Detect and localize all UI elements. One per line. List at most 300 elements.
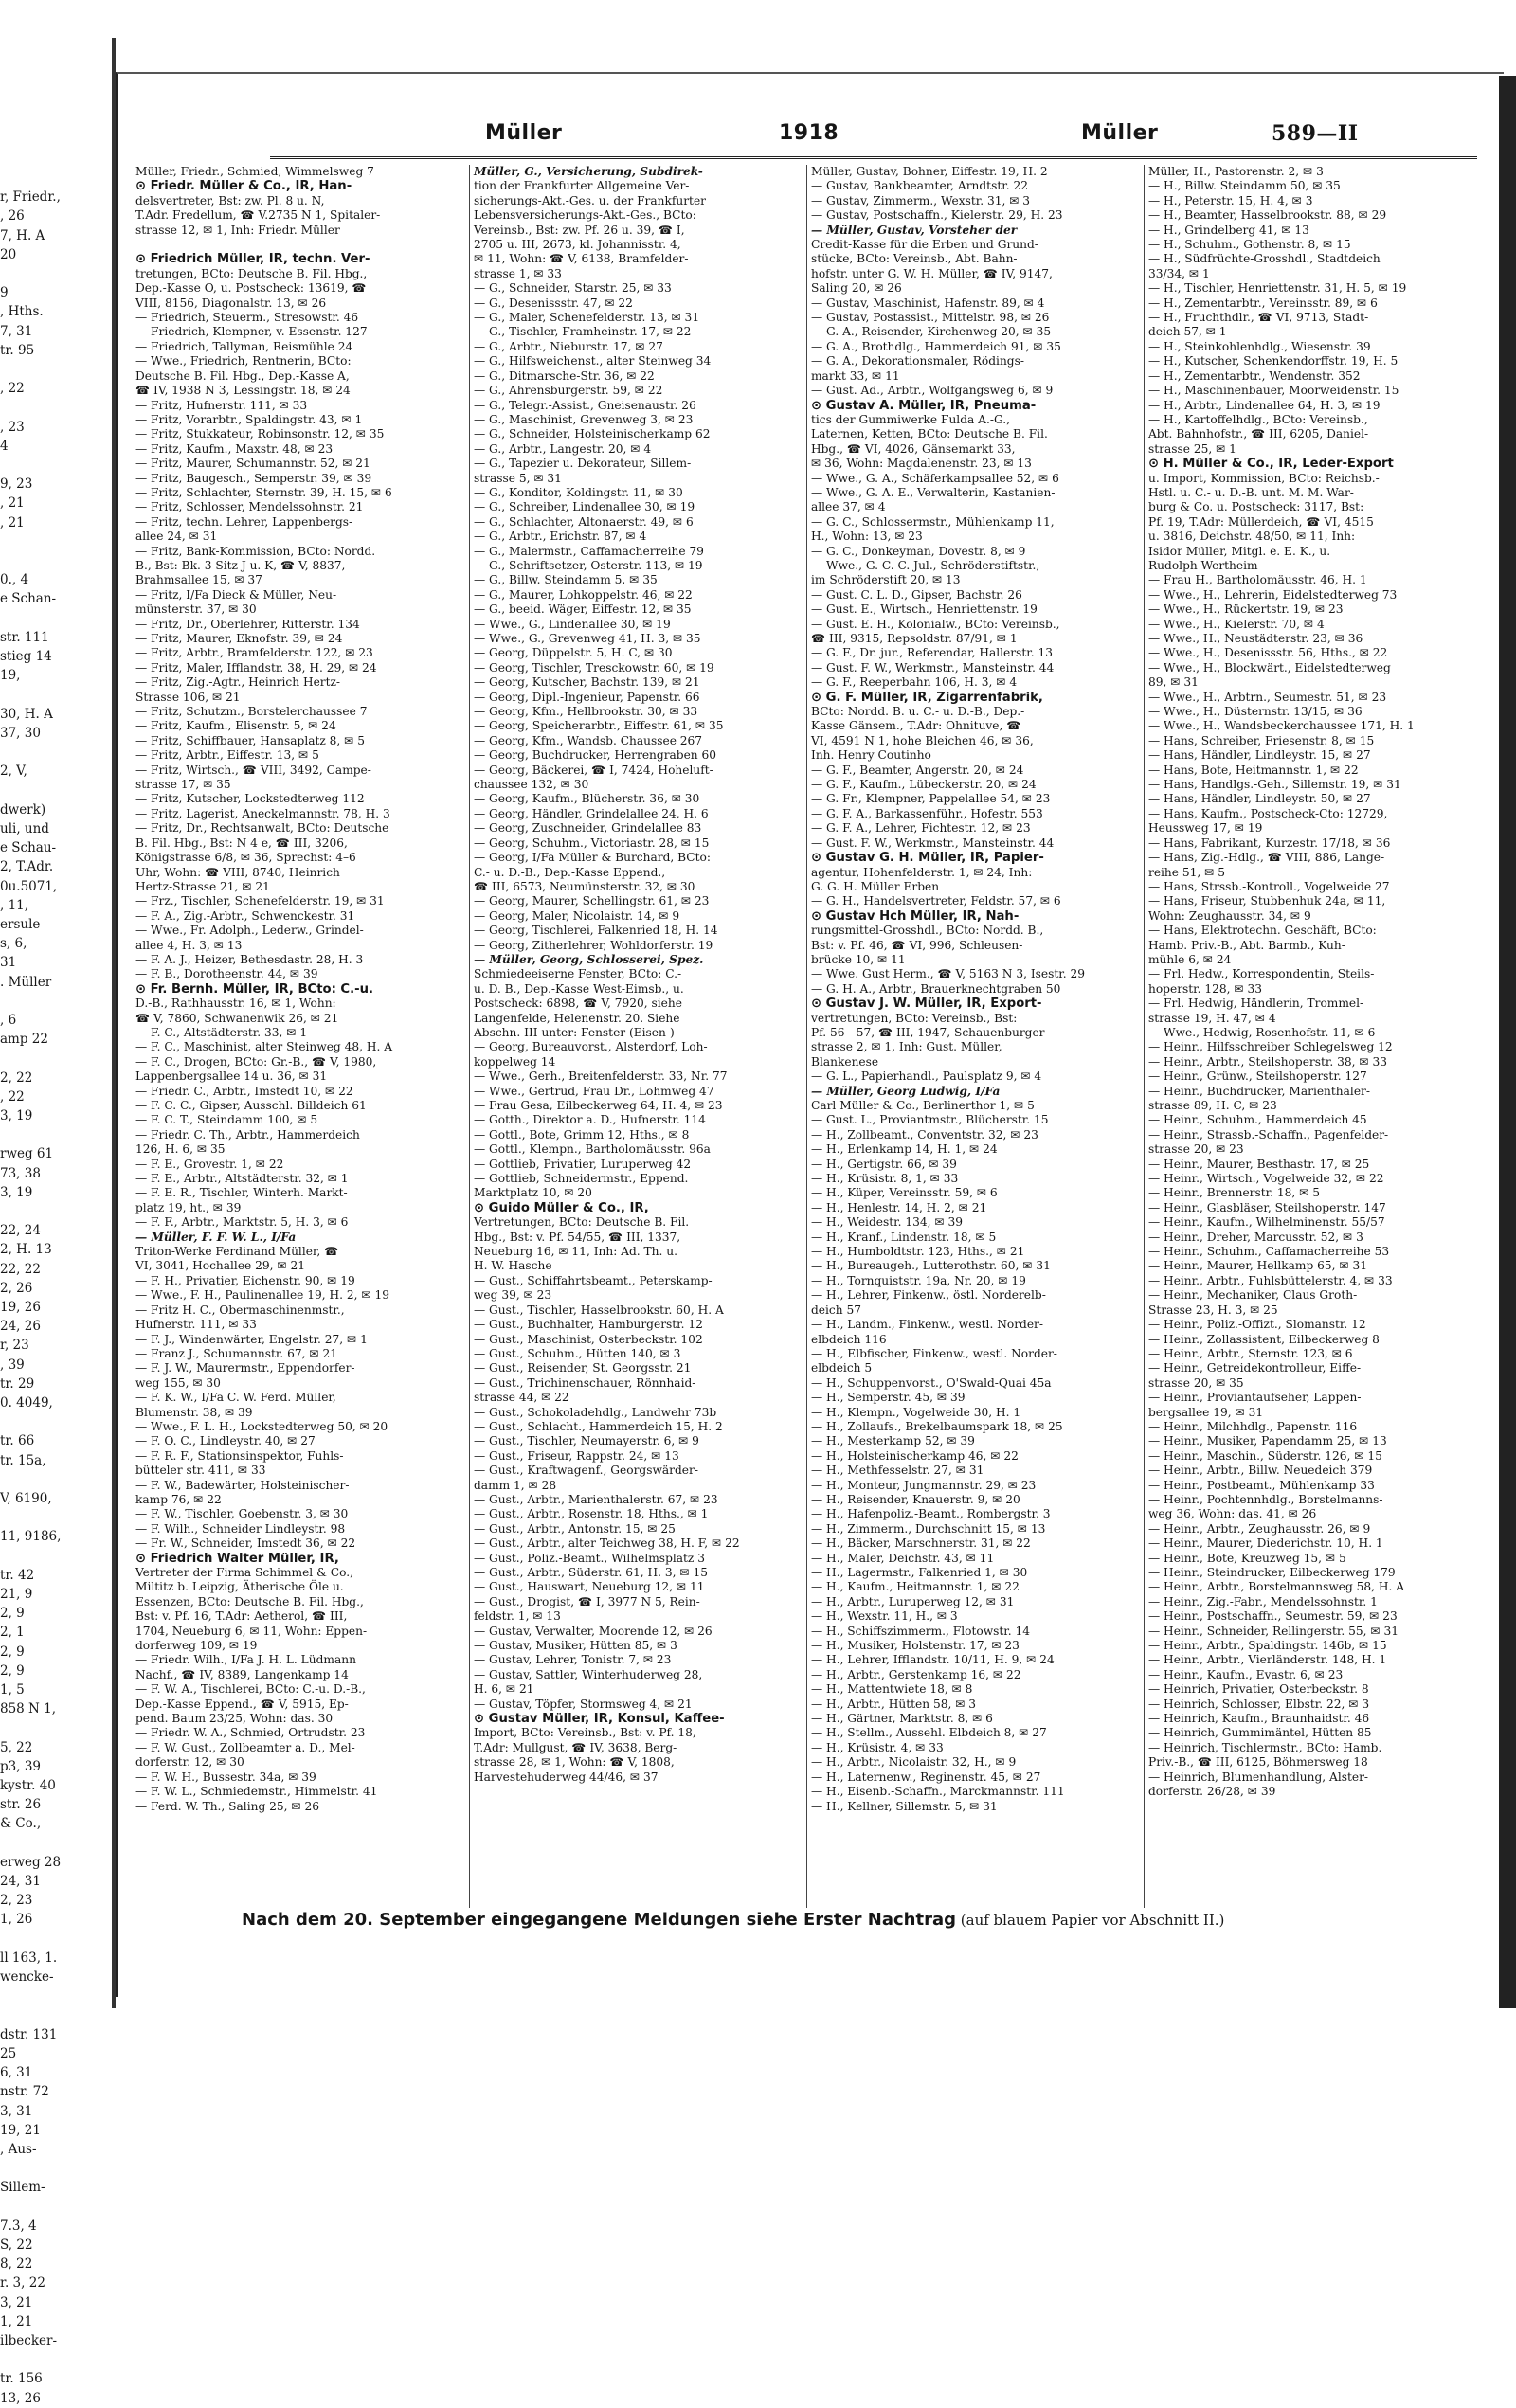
directory-entry: — Gust. F. W., Werkmstr., Mansteinstr. 44 bbox=[811, 836, 1055, 850]
directory-entry: Hbg., ☎ VI, 4026, Gänsemarkt 33, bbox=[811, 441, 1016, 456]
directory-entry: — G. F. A., Lehrer, Fichtestr. 12, ✉ 23 bbox=[811, 821, 1031, 836]
directory-entry: — H., Mattentwiete 18, ✉ 8 bbox=[811, 1682, 973, 1697]
directory-entry: — Fritz, Dr., Rechtsanwalt, BCto: Deutsche bbox=[135, 821, 389, 836]
directory-entry: — H., Peterstr. 15, H. 4, ✉ 3 bbox=[1148, 193, 1313, 207]
edge-line: 5, 22 bbox=[0, 1739, 33, 1755]
directory-entry: — Wwe., G. A. E., Verwalterin, Kastanien- bbox=[811, 485, 1056, 499]
directory-entry: — Gottl., Bote, Grimm 12, Hths., ✉ 8 bbox=[474, 1127, 690, 1141]
directory-entry: — H., Lehrer, Ifflandstr. 10/11, H. 9, ✉ 24 bbox=[811, 1653, 1055, 1667]
directory-entry: — Heinr., Maurer, Hellkamp 65, ✉ 31 bbox=[1148, 1259, 1367, 1273]
directory-entry: H. 6, ✉ 21 bbox=[474, 1682, 534, 1697]
directory-entry: — Hans, Fabrikant, Kurzestr. 17/18, ✉ 36 bbox=[1148, 836, 1391, 850]
directory-entry: 1704, Neueburg 6, ✉ 11, Wohn: Eppen- bbox=[135, 1624, 368, 1638]
directory-entry: — H., Maschinenbauer, Moorweidenstr. 15 bbox=[1148, 384, 1399, 398]
edge-line bbox=[0, 1125, 116, 1144]
directory-entry: — Frl. Hedwig, Händlerin, Trommel- bbox=[1148, 997, 1364, 1011]
directory-entry: — H., Schuppenvorst., O'Swald-Quai 45a bbox=[811, 1375, 1052, 1390]
directory-entry: — Fritz, Schiffbauer, Hansaplatz 8, ✉ 5 bbox=[135, 733, 366, 747]
directory-entry: — G., Telegr.-Assist., Gneisenaustr. 26 bbox=[474, 398, 696, 412]
footer-note-bold: Nach dem 20. September eingegangene Meldungen siehe Erster Nachtrag bbox=[242, 1910, 957, 1930]
directory-entry: — H., Schiffszimmerm., Flotowstr. 14 bbox=[811, 1624, 1031, 1638]
directory-entry: — Fritz, Zig.-Agtr., Heinrich Hertz- bbox=[135, 675, 341, 690]
directory-entry: — Wwe., F. H., Paulinenallee 19, H. 2, ✉ 19 bbox=[135, 1288, 389, 1303]
directory-entry: H. W. Hasche bbox=[474, 1259, 552, 1273]
directory-entry: — H., Methfesselstr. 27, ✉ 31 bbox=[811, 1464, 984, 1478]
directory-entry: Hertz-Strasse 21, ✉ 21 bbox=[135, 879, 270, 893]
edge-line bbox=[0, 456, 116, 475]
directory-entry: — H., Musiker, Holstenstr. 17, ✉ 23 bbox=[811, 1639, 1020, 1653]
edge-line: , Hths. bbox=[0, 304, 44, 320]
directory-entry: — Georg, Tischler, Tresckowstr. 60, ✉ 19 bbox=[474, 660, 714, 674]
edge-line: 3, 21 bbox=[0, 2294, 33, 2310]
directory-entry: — Friedr. W. A., Schmied, Ortrudstr. 23 bbox=[135, 1726, 366, 1740]
directory-entry: — G. L., Papierhandl., Paulsplatz 9, ✉ 4 bbox=[811, 1069, 1042, 1084]
edge-line: V, 6190, bbox=[0, 1491, 52, 1507]
directory-entry: — Heinr., Steindrucker, Eilbeckerweg 179 bbox=[1148, 1566, 1396, 1579]
directory-entry: H., Wohn: 13, ✉ 23 bbox=[811, 530, 923, 544]
edge-line: 73, 38 bbox=[0, 1165, 41, 1181]
directory-entry: — H., Weidestr. 134, ✉ 39 bbox=[811, 1215, 963, 1230]
directory-entry: Hamb. Priv.-B., Abt. Barmb., Kuh- bbox=[1148, 938, 1345, 952]
directory-entry: strasse 28, ✉ 1, Wohn: ☎ V, 1808, bbox=[474, 1755, 675, 1770]
directory-entry: — Gustav, Zimmerm., Wexstr. 31, ✉ 3 bbox=[811, 193, 1031, 207]
column-4 bbox=[1144, 165, 1474, 1908]
directory-entry: — F. C., Maschinist, alter Steinweg 48, H. A bbox=[135, 1040, 393, 1054]
directory-entry: Schmiedeeiserne Fenster, BCto: C.- bbox=[474, 967, 682, 981]
directory-entry: ⊙ Gustav J. W. Müller, IR, Export- bbox=[811, 997, 1042, 1012]
directory-entry: — F. E., Grovestr. 1, ✉ 22 bbox=[135, 1157, 284, 1171]
directory-entry: — H., Krüsistr. 4, ✉ 33 bbox=[811, 1740, 944, 1754]
directory-entry: — Gustav, Maschinist, Hafenstr. 89, ✉ 4 bbox=[811, 296, 1045, 310]
directory-entry: koppelweg 14 bbox=[474, 1054, 556, 1069]
directory-entry: — G., Desenissstr. 47, ✉ 22 bbox=[474, 296, 633, 310]
directory-entry: — G., Maler, Schenefelderstr. 13, ✉ 31 bbox=[474, 311, 700, 325]
edge-line: 22, 22 bbox=[0, 1261, 41, 1277]
directory-entry: burg & Co. u. Postscheck: 3117, Bst: bbox=[1148, 500, 1364, 514]
directory-entry: Kasse Gänsem., T.Adr: Ohnituve, ☎ bbox=[811, 719, 1021, 733]
directory-entry: — Heinr., Dreher, Marcusstr. 52, ✉ 3 bbox=[1148, 1230, 1363, 1244]
directory-entry: — Gust., Tischler, Hasselbrookstr. 60, H. A bbox=[474, 1303, 724, 1317]
directory-entry: — H., Arbtr., Gerstenkamp 16, ✉ 22 bbox=[811, 1667, 1021, 1681]
directory-entry: Miltitz b. Leipzig, Ätherische Öle u. bbox=[135, 1580, 344, 1594]
edge-line bbox=[0, 1930, 116, 1949]
directory-entry: — Fritz, I/Fa Dieck & Müller, Neu- bbox=[135, 587, 337, 602]
directory-entry: ⊙ Gustav A. Müller, IR, Pneuma- bbox=[811, 398, 1037, 413]
directory-entry: Blumenstr. 38, ✉ 39 bbox=[135, 1405, 253, 1419]
directory-entry: — H., Eisenb.-Schaffn., Marckmannstr. 111 bbox=[811, 1785, 1065, 1799]
directory-entry: ✉ 36, Wohn: Magdalenenstr. 23, ✉ 13 bbox=[811, 457, 1032, 471]
edge-line: 24, 26 bbox=[0, 1319, 41, 1335]
directory-entry: — Heinr., Arbtr., Fuhlsbüttelerstr. 4, ✉ 33 bbox=[1148, 1273, 1393, 1287]
directory-entry: u. 3816, Deichstr. 48/50, ✉ 11, Inh: bbox=[1148, 530, 1356, 544]
directory-entry: Hufnerstr. 111, ✉ 33 bbox=[135, 1318, 257, 1332]
directory-entry: — G., Schriftsetzer, Osterstr. 113, ✉ 19 bbox=[474, 558, 703, 572]
directory-entry: — Heinrich, Kaufm., Braunhaidstr. 46 bbox=[1148, 1712, 1370, 1726]
footer-note-paren: (auf blauem Papier vor Abschnitt II.) bbox=[956, 1912, 1225, 1929]
directory-entry: — Gust. Ad., Arbtr., Wolfgangsweg 6, ✉ 9 bbox=[811, 384, 1054, 398]
page-header bbox=[118, 121, 1504, 159]
directory-entry: mühle 6, ✉ 24 bbox=[1148, 952, 1232, 966]
directory-entry: reihe 51, ✉ 5 bbox=[1148, 865, 1225, 879]
directory-entry: — F. C. C., Gipser, Ausschl. Billdeich 61 bbox=[135, 1099, 367, 1112]
edge-line: ll 163, 1. bbox=[0, 1950, 58, 1966]
directory-entry: — G., Tapezier u. Dekorateur, Sillem- bbox=[474, 457, 692, 471]
directory-entry: Hstl. u. C.- u. D.-B. unt. M. M. War- bbox=[1148, 485, 1354, 499]
directory-entry: Credit-Kasse für die Erben und Grund- bbox=[811, 238, 1038, 252]
directory-entry: — Gustav, Sattler, Winterhuderweg 28, bbox=[474, 1667, 703, 1681]
edge-line: 25 bbox=[0, 2045, 17, 2061]
directory-entry: bergsallee 19, ✉ 31 bbox=[1148, 1405, 1264, 1419]
directory-entry: — Gust. L., Proviantmstr., Blücherstr. 15 bbox=[811, 1113, 1049, 1127]
directory-entry: — H., Lagermstr., Falkenried 1, ✉ 30 bbox=[811, 1566, 1028, 1579]
directory-entry: ☎ V, 7860, Schwanenwik 26, ✉ 21 bbox=[135, 1011, 339, 1025]
directory-entry: — F. A., Zig.-Arbtr., Schwenckestr. 31 bbox=[135, 908, 355, 923]
directory-entry: — F. H., Privatier, Eichenstr. 90, ✉ 19 bbox=[135, 1273, 355, 1287]
edge-line bbox=[0, 532, 116, 551]
edge-line: 4 bbox=[0, 438, 9, 454]
directory-entry: — Wwe., G., Lindenallee 30, ✉ 19 bbox=[474, 617, 671, 631]
directory-entry: — F. F., Arbtr., Marktstr. 5, H. 3, ✉ 6 bbox=[135, 1215, 349, 1230]
edge-line: Sillem- bbox=[0, 2180, 45, 2196]
directory-entry: — H., Arbtr., Nicolaistr. 32, H., ✉ 9 bbox=[811, 1755, 1017, 1770]
directory-entry: — H., Arbtr., Lindenallee 64, H. 3, ✉ 19 bbox=[1148, 398, 1381, 412]
directory-entry: BCto: Nordd. B. u. C.- u. D.-B., Dep.- bbox=[811, 705, 1025, 719]
edge-line bbox=[0, 782, 116, 800]
edge-line: 1, 5 bbox=[0, 1682, 25, 1698]
directory-entry: chaussee 132, ✉ 30 bbox=[474, 778, 589, 792]
edge-line: . Müller bbox=[0, 974, 52, 990]
directory-entry: — Heinr., Bote, Kreuzweg 15, ✉ 5 bbox=[1148, 1551, 1346, 1565]
directory-entry: — Friedrich, Klempner, v. Essenstr. 127 bbox=[135, 325, 368, 339]
edge-line: 20 bbox=[0, 246, 17, 262]
edge-line: , 21 bbox=[0, 514, 25, 530]
directory-entry: — G., Ahrensburgerstr. 59, ✉ 22 bbox=[474, 384, 663, 398]
directory-entry: Hbg., Bst: v. Pf. 54/55, ☎ III, 1337, bbox=[474, 1230, 681, 1244]
directory-entry: — H., Fruchthdlr., ☎ VI, 9713, Stadt- bbox=[1148, 311, 1369, 325]
directory-entry: — Fritz, Stukkateur, Robinsonstr. 12, ✉ 35 bbox=[135, 427, 385, 441]
directory-entry: — H., Kartoffelhdlg., BCto: Vereinsb., bbox=[1148, 412, 1368, 426]
directory-entry: — Müller, Georg, Schlosserei, Spez. bbox=[474, 952, 704, 966]
directory-entry: — Georg, Speicherarbtr., Eiffestr. 61, ✉ 35 bbox=[474, 719, 724, 733]
directory-entry: — H., Zollaufs., Brekelbaumspark 18, ✉ 25 bbox=[811, 1419, 1063, 1433]
directory-entry: — Fritz H. C., Obermaschinenmstr., bbox=[135, 1303, 345, 1317]
directory-entry: — Heinr., Mechaniker, Claus Groth- bbox=[1148, 1288, 1358, 1303]
directory-entry: — H., Billw. Steindamm 50, ✉ 35 bbox=[1148, 179, 1341, 193]
edge-line: 3, 31 bbox=[0, 2103, 33, 2119]
directory-entry: strasse 20, ✉ 23 bbox=[1148, 1142, 1244, 1157]
directory-entry: — H., Laternenw., Reginenstr. 45, ✉ 27 bbox=[811, 1770, 1041, 1784]
directory-entry: — Wwe. Gust Herm., ☎ V, 5163 N 3, Isestr. 29 bbox=[811, 967, 1086, 981]
directory-entry: münsterstr. 37, ✉ 30 bbox=[135, 602, 257, 617]
directory-entry: ⊙ Fr. Bernh. Müller, IR, BCto: C.-u. bbox=[135, 981, 373, 997]
edge-line: 0u.5071, bbox=[0, 878, 58, 894]
directory-entry: — H., Bureaugeh., Lutterothstr. 60, ✉ 31 bbox=[811, 1259, 1051, 1273]
directory-entry: — Georg, I/Fa Müller & Burchard, BCto: bbox=[474, 851, 711, 865]
edge-line: 24, 31 bbox=[0, 1874, 41, 1890]
directory-entry: — Fritz, Schutzm., Borstelerchaussee 7 bbox=[135, 705, 368, 719]
edge-line: 0., 4 bbox=[0, 572, 29, 588]
directory-entry: deich 57 bbox=[811, 1303, 861, 1317]
edge-line: 21, 9 bbox=[0, 1587, 33, 1603]
directory-entry: — Frau Gesa, Eilbeckerweg 64, H. 4, ✉ 23 bbox=[474, 1099, 723, 1112]
edge-line bbox=[0, 551, 116, 570]
directory-entry: — H., Südfrüchte-Grosshdl., Stadtdeich bbox=[1148, 252, 1381, 266]
directory-entry: — Heinr., Proviantaufseher, Lappen- bbox=[1148, 1391, 1362, 1405]
directory-entry: — H., Kaufm., Heitmannstr. 1, ✉ 22 bbox=[811, 1580, 1020, 1594]
edge-line: erweg 28 bbox=[0, 1854, 62, 1870]
directory-entry: hoperstr. 128, ✉ 33 bbox=[1148, 981, 1263, 996]
directory-entry: strasse 17, ✉ 35 bbox=[135, 778, 231, 792]
directory-entry: — Fritz, techn. Lehrer, Lappenbergs- bbox=[135, 514, 353, 529]
directory-entry: — Wwe., Hedwig, Rosenhofstr. 11, ✉ 6 bbox=[1148, 1025, 1376, 1039]
edge-line bbox=[0, 1547, 116, 1566]
directory-entry: — F. W., Tischler, Goebenstr. 3, ✉ 30 bbox=[135, 1507, 349, 1521]
directory-entry: im Schröderstift 20, ✉ 13 bbox=[811, 573, 961, 587]
edge-line: 2, 22 bbox=[0, 1069, 33, 1086]
directory-entry: 33/34, ✉ 1 bbox=[1148, 266, 1210, 280]
directory-entry: — G. F., Beamter, Angerstr. 20, ✉ 24 bbox=[811, 763, 1024, 777]
directory-entry: — Friedrich, Steuerm., Stresowstr. 46 bbox=[135, 311, 359, 325]
directory-entry: Essenzen, BCto: Deutsche B. Fil. Hbg., bbox=[135, 1594, 364, 1608]
column-3 bbox=[806, 165, 1141, 1908]
edge-line: , 26 bbox=[0, 208, 25, 225]
edge-line bbox=[0, 398, 116, 417]
directory-entry: — Müller, F. F. W. L., I/Fa bbox=[135, 1230, 297, 1244]
directory-entry: — Frau H., Bartholomäusstr. 46, H. 1 bbox=[1148, 573, 1367, 587]
directory-entry: Lappenbergsallee 14 u. 36, ✉ 31 bbox=[135, 1069, 328, 1084]
directory-entry: Marktplatz 10, ✉ 20 bbox=[474, 1186, 592, 1200]
directory-entry: — Hans, Friseur, Stubbenhuk 24a, ✉ 11, bbox=[1148, 894, 1386, 908]
edge-line bbox=[0, 992, 116, 1011]
directory-entry: — Fritz, Hufnerstr. 111, ✉ 33 bbox=[135, 398, 308, 412]
directory-entry: — Heinr., Schuhm., Caffamacherreihe 53 bbox=[1148, 1245, 1390, 1259]
directory-entry: — G. A., Dekorationsmaler, Rödings- bbox=[811, 354, 1024, 368]
edge-line: , Aus- bbox=[0, 2141, 37, 2157]
directory-entry: — Franz J., Schumannstr. 67, ✉ 21 bbox=[135, 1346, 337, 1360]
directory-entry: — G., Billw. Steindamm 5, ✉ 35 bbox=[474, 573, 658, 587]
directory-entry: dorferstr. 12, ✉ 30 bbox=[135, 1755, 244, 1770]
edge-line: 9 bbox=[0, 285, 9, 301]
directory-entry: dorferstr. 26/28, ✉ 39 bbox=[1148, 1785, 1276, 1799]
directory-entry: Priv.-B., ☎ III, 6125, Böhmersweg 18 bbox=[1148, 1755, 1368, 1770]
edge-line: 3, 19 bbox=[0, 1184, 33, 1200]
directory-entry: — Fr. W., Schneider, Imstedt 36, ✉ 22 bbox=[135, 1536, 356, 1551]
header-page-number: 589—II bbox=[1272, 121, 1359, 146]
directory-entry: Harvestehuderweg 44/46, ✉ 37 bbox=[474, 1770, 659, 1784]
directory-entry: brücke 10, ✉ 11 bbox=[811, 952, 906, 966]
directory-entry: — Gottlieb, Schneidermstr., Eppend. bbox=[474, 1172, 689, 1186]
directory-entry: Nachf., ☎ IV, 8389, Langenkamp 14 bbox=[135, 1667, 349, 1681]
directory-entry: — H., Maler, Deichstr. 43, ✉ 11 bbox=[811, 1551, 995, 1565]
directory-entry: — Gustav, Postschaffn., Kielerstr. 29, H. 23 bbox=[811, 208, 1063, 223]
directory-entry: ☎ III, 6573, Neumünsterstr. 32, ✉ 30 bbox=[474, 879, 695, 893]
edge-line: , 11, bbox=[0, 897, 29, 913]
edge-line: 1, 21 bbox=[0, 2313, 33, 2329]
directory-entry: — Wwe., Gerh., Breitenfelderstr. 33, Nr. 77 bbox=[474, 1069, 728, 1084]
directory-entry: ⊙ Friedrich Müller, IR, techn. Ver- bbox=[135, 252, 370, 267]
directory-entry: D.-B., Rathhausstr. 16, ✉ 1, Wohn: bbox=[135, 997, 336, 1011]
edge-line: , 22 bbox=[0, 1088, 25, 1105]
directory-entry: Dep.-Kasse O, u. Postscheck: 13619, ☎ bbox=[135, 281, 367, 296]
directory-entry: Inh. Henry Coutinho bbox=[811, 748, 931, 763]
directory-entry: — Heinr., Arbtr., Spaldingstr. 146b, ✉ 15 bbox=[1148, 1639, 1387, 1653]
directory-entry: — G. H., Handelsvertreter, Feldstr. 57, ✉ 6 bbox=[811, 894, 1061, 908]
directory-entry: — G., Schreiber, Lindenallee 30, ✉ 19 bbox=[474, 500, 695, 514]
directory-entry: Müller, G., Versicherung, Subdirek- bbox=[474, 165, 703, 178]
edge-line: nstr. 72 bbox=[0, 2084, 49, 2100]
directory-entry: — Gust. C. L. D., Gipser, Bachstr. 26 bbox=[811, 587, 1022, 602]
directory-entry: — Heinr., Maurer, Diederichstr. 10, H. 1 bbox=[1148, 1536, 1383, 1551]
directory-entry: — Gust., Schokoladehdlg., Landwehr 73b bbox=[474, 1405, 717, 1419]
directory-entry: ⊙ Gustav G. H. Müller, IR, Papier- bbox=[811, 851, 1044, 866]
directory-entry: — Georg, Schuhm., Victoriastr. 28, ✉ 15 bbox=[474, 836, 710, 850]
directory-entry: 89, ✉ 31 bbox=[1148, 675, 1199, 690]
directory-entry: ☎ III, 9315, Repsoldstr. 87/91, ✉ 1 bbox=[811, 632, 1018, 645]
edge-line: tr. 95 bbox=[0, 342, 35, 358]
directory-entry: — Heinr., Pochtennhdlg., Borstelmanns- bbox=[1148, 1492, 1383, 1506]
directory-entry: Strasse 23, H. 3, ✉ 25 bbox=[1148, 1303, 1278, 1317]
edge-line: S, 22 bbox=[0, 2237, 33, 2253]
directory-entry: — Wwe., F. L. H., Lockstedterweg 50, ✉ 20 bbox=[135, 1419, 388, 1433]
directory-entry: strasse 25, ✉ 1 bbox=[1148, 441, 1236, 456]
directory-entry: — Wwe., H., Lehrerin, Eidelstedterweg 73 bbox=[1148, 587, 1398, 602]
edge-line bbox=[0, 1470, 116, 1489]
directory-entry: Neueburg 16, ✉ 11, Inh: Ad. Th. u. bbox=[474, 1245, 677, 1259]
directory-entry: — F. W. Gust., Zollbeamter a. D., Mel- bbox=[135, 1740, 355, 1754]
directory-entry: — F. W. L., Schmiedemstr., Himmelstr. 41 bbox=[135, 1785, 378, 1799]
edge-line: str. 111 bbox=[0, 629, 49, 645]
edge-line: 8, 22 bbox=[0, 2256, 33, 2273]
directory-entry: — Heinr., Arbtr., Steilshoperstr. 38, ✉ 33 bbox=[1148, 1054, 1387, 1069]
edge-line bbox=[0, 685, 116, 704]
directory-entry: — H., Mesterkamp 52, ✉ 39 bbox=[811, 1434, 975, 1448]
directory-entry: — Fritz, Kaufm., Maxstr. 48, ✉ 23 bbox=[135, 441, 334, 456]
directory-entry: Müller, H., Pastorenstr. 2, ✉ 3 bbox=[1148, 165, 1324, 178]
directory-entry: — Heinr., Arbtr., Billw. Neuedeich 379 bbox=[1148, 1464, 1373, 1478]
directory-entry: Pf. 19, T.Adr: Müllerdeich, ☎ VI, 4515 bbox=[1148, 514, 1374, 529]
directory-entry: Uhr, Wohn: ☎ VIII, 8740, Heinrich bbox=[135, 865, 340, 879]
directory-entry: — Fritz, Kaufm., Elisenstr. 5, ✉ 24 bbox=[135, 719, 336, 733]
directory-entry: — Wwe., G. A., Schäferkampsallee 52, ✉ 6 bbox=[811, 471, 1059, 485]
directory-entry: — G. Fr., Klempner, Pappelallee 54, ✉ 23 bbox=[811, 792, 1051, 806]
directory-entry: strasse 12, ✉ 1, Inh: Friedr. Müller bbox=[135, 223, 340, 237]
directory-entry: — Heinr., Milchhdlg., Papenstr. 116 bbox=[1148, 1419, 1358, 1433]
directory-entry: — Hans, Elektrotechn. Geschäft, BCto: bbox=[1148, 924, 1377, 938]
edge-line: 37, 30 bbox=[0, 725, 41, 741]
directory-entry: — H., Tornquiststr. 19a, Nr. 20, ✉ 19 bbox=[811, 1273, 1026, 1287]
directory-entry: — Georg, Bureauvorst., Alsterdorf, Loh- bbox=[474, 1040, 708, 1054]
edge-line bbox=[0, 360, 116, 379]
directory-entry: — G., Arbtr., Langestr. 20, ✉ 4 bbox=[474, 441, 652, 456]
directory-entry: — Fritz, Schlachter, Sternstr. 39, H. 15, ✉ 6 bbox=[135, 485, 392, 499]
edge-line: r. 3, 22 bbox=[0, 2275, 45, 2291]
directory-entry: — F. C., Altstädterstr. 33, ✉ 1 bbox=[135, 1025, 308, 1039]
directory-entry: Brahmsallee 15, ✉ 37 bbox=[135, 573, 262, 587]
directory-entry: Lebensversicherungs-Akt.-Ges., BCto: bbox=[474, 208, 696, 223]
directory-entry: — Wwe., Gertrud, Frau Dr., Lohmweg 47 bbox=[474, 1084, 714, 1098]
directory-entry: Müller, Friedr., Schmied, Wimmelsweg 7 bbox=[135, 165, 374, 178]
directory-entry: — G., Konditor, Koldingstr. 11, ✉ 30 bbox=[474, 485, 683, 499]
edge-line: 19, 21 bbox=[0, 2122, 41, 2138]
directory-entry: — F. E., Arbtr., Altstädterstr. 32, ✉ 1 bbox=[135, 1172, 349, 1186]
column-2 bbox=[469, 165, 803, 1908]
directory-entry: — Heinrich, Privatier, Osterbeckstr. 8 bbox=[1148, 1682, 1369, 1697]
directory-entry: — Heinrich, Gummimäntel, Hütten 85 bbox=[1148, 1726, 1372, 1740]
directory-entry: — Gust., Schuhm., Hütten 140, ✉ 3 bbox=[474, 1346, 681, 1360]
edge-line: 11, 9186, bbox=[0, 1529, 62, 1545]
directory-entry: — F. E. R., Tischler, Winterh. Markt- bbox=[135, 1186, 348, 1200]
column-1 bbox=[135, 165, 465, 1908]
directory-entry: — Georg, Tischlerei, Falkenried 18, H. 14 bbox=[474, 924, 718, 938]
edge-line bbox=[0, 2159, 116, 2178]
directory-entry: feldstr. 1, ✉ 13 bbox=[474, 1609, 561, 1624]
directory-entry: vertretungen, BCto: Vereinsb., Bst: bbox=[811, 1011, 1018, 1025]
edge-line: 2, 9 bbox=[0, 1606, 25, 1622]
directory-entry: — Heinr., Arbtr., Sternstr. 123, ✉ 6 bbox=[1148, 1346, 1353, 1360]
directory-entry: — Gust., Buchhalter, Hamburgerstr. 12 bbox=[474, 1318, 703, 1332]
directory-entry: — Gust., Arbtr., Rosenstr. 18, Hths., ✉ 1 bbox=[474, 1507, 709, 1521]
directory-entry: VI, 3041, Hochallee 29, ✉ 21 bbox=[135, 1259, 305, 1273]
directory-entry: — Heinr., Brennerstr. 18, ✉ 5 bbox=[1148, 1186, 1320, 1200]
directory-entry: kamp 76, ✉ 22 bbox=[135, 1492, 222, 1506]
directory-entry: — Friedr. C. Th., Arbtr., Hammerdeich bbox=[135, 1127, 360, 1141]
directory-entry: — F. C. T., Steindamm 100, ✉ 5 bbox=[135, 1113, 318, 1127]
directory-entry: — Hans, Händler, Lindleystr. 15, ✉ 27 bbox=[1148, 748, 1371, 763]
directory-entry: bütteler str. 411, ✉ 33 bbox=[135, 1464, 266, 1478]
directory-entry: strasse 19, H. 47, ✉ 4 bbox=[1148, 1011, 1276, 1025]
directory-entry: 126, H. 6, ✉ 35 bbox=[135, 1142, 226, 1157]
edge-line bbox=[0, 2350, 116, 2369]
edge-line: 9, 23 bbox=[0, 476, 33, 493]
directory-entry: — G. F., Reeperbahn 106, H. 3, ✉ 4 bbox=[811, 675, 1018, 690]
edge-line: , 21 bbox=[0, 495, 25, 512]
edge-line: 0. 4049, bbox=[0, 1395, 53, 1411]
directory-entry: — F. J., Windenwärter, Engelstr. 27, ✉ 1 bbox=[135, 1332, 368, 1346]
directory-entry: Isidor Müller, Mitgl. e. E. K., u. bbox=[1148, 544, 1331, 558]
directory-entry: Abt. Bahnhofstr., ☎ III, 6205, Daniel- bbox=[1148, 427, 1369, 441]
edge-line: 1, 26 bbox=[0, 1912, 33, 1928]
directory-entry: — H., Klempn., Vogelweide 30, H. 1 bbox=[811, 1405, 1021, 1419]
directory-entry: — Georg, Kaufm., Blücherstr. 36, ✉ 30 bbox=[474, 792, 700, 806]
directory-entry: — H., Kutscher, Schenkendorffstr. 19, H. 5 bbox=[1148, 354, 1399, 368]
directory-entry: — Heinrich, Blumenhandlung, Alster- bbox=[1148, 1770, 1369, 1784]
edge-line: 31 bbox=[0, 955, 17, 971]
directory-entry: — Hans, Zig.-Hdlg., ☎ VIII, 886, Lange- bbox=[1148, 851, 1385, 865]
directory-entry: — F. J. W., Maurermstr., Eppendorfer- bbox=[135, 1361, 355, 1375]
directory-entry: — H., Schuhm., Gothenstr. 8, ✉ 15 bbox=[1148, 238, 1351, 252]
directory-entry: Wohn: Zeughausstr. 34, ✉ 9 bbox=[1148, 908, 1311, 923]
directory-entry: — Heinr., Arbtr., Borstelmannsweg 58, H. A bbox=[1148, 1580, 1405, 1594]
directory-entry: C.- u. D.-B., Dep.-Kasse Eppend., bbox=[474, 865, 666, 879]
directory-entry: — G., Tischler, Framheinstr. 17, ✉ 22 bbox=[474, 325, 692, 339]
directory-entry: — H., Landm., Finkenw., westl. Norder- bbox=[811, 1318, 1043, 1332]
edge-line: str. 26 bbox=[0, 1797, 42, 1813]
directory-entry: — F. W., Badewärter, Holsteinischer- bbox=[135, 1478, 350, 1492]
directory-entry: — H., Beamter, Hasselbrookstr. 88, ✉ 29 bbox=[1148, 208, 1387, 223]
directory-entry: — H., Arbtr., Luruperweg 12, ✉ 31 bbox=[811, 1594, 1015, 1608]
edge-line bbox=[0, 169, 116, 188]
directory-entry: — F. A. J., Heizer, Bethesdastr. 28, H. 3 bbox=[135, 952, 364, 966]
directory-entry: — Heinr., Glasbläser, Steilshoperstr. 147 bbox=[1148, 1200, 1386, 1214]
directory-entry: — Wwe., Friedrich, Rentnerin, BCto: bbox=[135, 354, 352, 368]
directory-entry: — Gustav, Töpfer, Stormsweg 4, ✉ 21 bbox=[474, 1697, 693, 1711]
edge-line: 7.3, 4 bbox=[0, 2218, 37, 2234]
edge-line: 22, 24 bbox=[0, 1223, 41, 1239]
directory-entry: — Hans, Handlgs.-Geh., Sillemstr. 19, ✉ 31 bbox=[1148, 778, 1401, 792]
directory-entry: — G., Malermstr., Caffamacherreihe 79 bbox=[474, 544, 704, 558]
directory-entry: — Fritz, Dr., Oberlehrer, Ritterstr. 134 bbox=[135, 617, 360, 631]
edge-line bbox=[0, 1834, 116, 1853]
